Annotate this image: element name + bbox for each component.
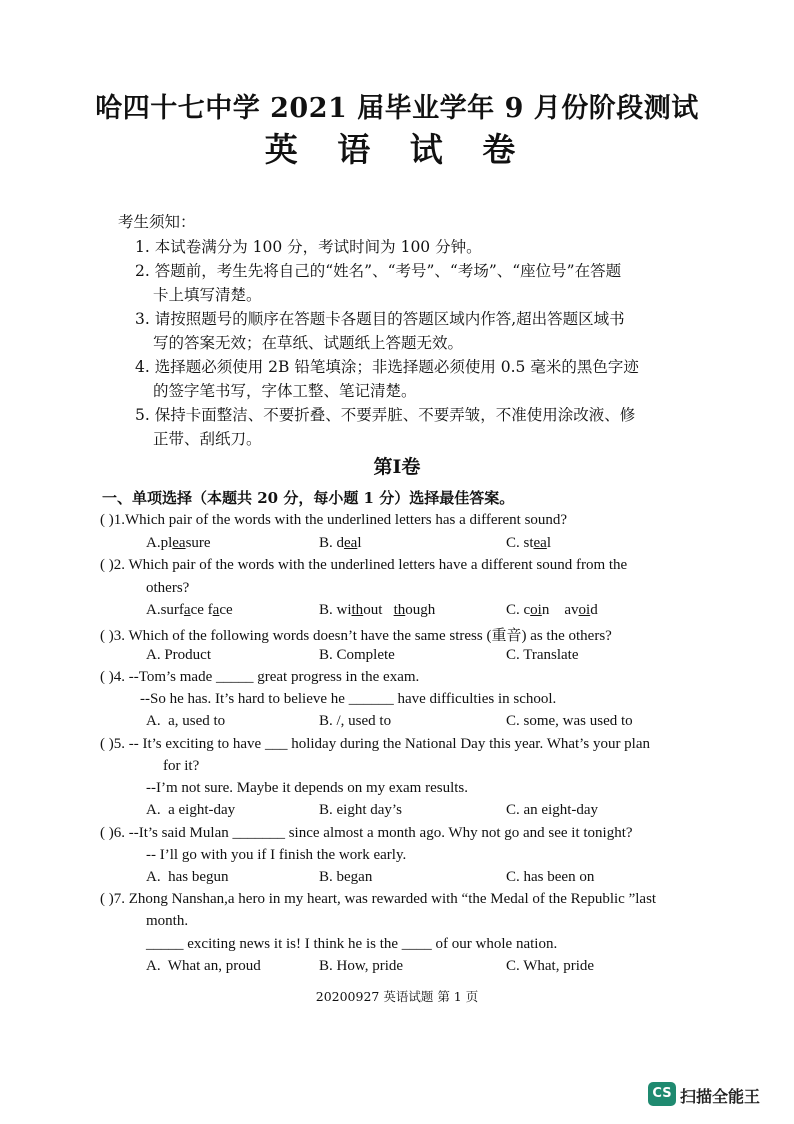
page-footer: 20200927 英语试题 第 1 页 bbox=[315, 989, 479, 1004]
question-stem: ( )2. Which pair of the words with the underlined letters have a different sound from the bbox=[100, 557, 628, 573]
option-c: C. What, pride bbox=[506, 958, 595, 974]
option-a: A. Product bbox=[146, 647, 211, 663]
option-b: B. Complete bbox=[319, 647, 395, 663]
option-c: C. Translate bbox=[506, 647, 579, 663]
notice-line: 写的答案无效；在草纸、试题纸上答题无效。 bbox=[153, 334, 464, 352]
option-b: B. began bbox=[319, 869, 373, 885]
camscanner-logo-icon: CS bbox=[648, 1082, 676, 1106]
notice-line: 卡上填写清楚。 bbox=[153, 286, 262, 304]
option-b: B. deal bbox=[319, 535, 362, 551]
option-c: C. an eight-day bbox=[506, 802, 599, 818]
option-a: A. What an, proud bbox=[146, 958, 261, 974]
question-stem-cont: --I’m not sure. Maybe it depends on my exam results. bbox=[146, 780, 469, 796]
notice-line: 正带、刮纸刀。 bbox=[153, 430, 262, 448]
notice-line: 4. 选择题必须使用 2B 铅笔填涂；非选择题必须使用 0.5 毫米的黑色字迹 bbox=[135, 358, 639, 376]
notice-line: 5. 保持卡面整洁、不要折叠、不要弄脏、不要弄皱，不准使用涂改液、修 bbox=[135, 406, 636, 424]
option-b: B. /, used to bbox=[319, 713, 392, 729]
question-stem-cont: for it? bbox=[163, 758, 200, 774]
question-stem: ( )3. Which of the following words doesn’t have the same stress (重音) as the others? bbox=[100, 628, 612, 644]
question-stem-cont: -- I’ll go with you if I finish the work early. bbox=[146, 847, 407, 863]
notice-line: 1. 本试卷满分为 100 分，考试时间为 100 分钟。 bbox=[135, 238, 482, 256]
notice-line: 3. 请按照题号的顺序在答题卡各题目的答题区域内作答,超出答题区域书 bbox=[135, 310, 625, 328]
section-title: 第Ⅰ卷 bbox=[373, 456, 421, 478]
option-a: A.pleasure bbox=[146, 535, 211, 551]
option-c: C. coin avoid bbox=[506, 602, 598, 618]
part-heading: 一、单项选择（本题共 20 分，每小题 1 分）选择最佳答案。 bbox=[102, 489, 515, 507]
option-a: A.surface face bbox=[146, 602, 233, 618]
option-a: A. a eight-day bbox=[146, 802, 236, 818]
question-stem: ( )6. --It’s said Mulan _______ since almost a month ago. Why not go and see it tonight? bbox=[100, 825, 633, 841]
option-c: C. has been on bbox=[506, 869, 595, 885]
option-b: B. without though bbox=[319, 602, 436, 618]
exam-title: 哈四十七中学 2021 届毕业学年 9 月份阶段测试 bbox=[95, 93, 699, 124]
camscanner-watermark-text: 扫描全能王 bbox=[680, 1087, 761, 1106]
option-b: B. eight day’s bbox=[319, 802, 402, 818]
notice-line: 2. 答题前，考生先将自己的“姓名”、“考号”、“考场”、“座位号”在答题 bbox=[135, 262, 622, 280]
question-stem-cont: month. bbox=[146, 913, 189, 929]
option-a: A. has begun bbox=[146, 869, 229, 885]
question-stem-cont: --So he has. It’s hard to believe he ______ have difficulties in school. bbox=[140, 691, 557, 707]
notice-heading: 考生须知： bbox=[118, 213, 196, 231]
exam-subtitle: 英 语 试 卷 bbox=[264, 130, 530, 169]
question-stem: ( )5. -- It’s exciting to have ___ holiday during the National Day this year. What’s your plan bbox=[100, 736, 651, 752]
option-b: B. How, pride bbox=[319, 958, 404, 974]
question-stem-cont: _____ exciting news it is! I think he is the ____ of our whole nation. bbox=[146, 936, 558, 952]
question-stem-cont: others? bbox=[146, 580, 190, 596]
question-stem: ( )7. Zhong Nanshan,a hero in my heart, was rewarded with “the Medal of the Republic ”last bbox=[100, 891, 657, 907]
option-c: C. some, was used to bbox=[506, 713, 633, 729]
question-stem: ( )4. --Tom’s made _____ great progress in the exam. bbox=[100, 669, 420, 685]
option-a: A. a, used to bbox=[146, 713, 226, 729]
option-c: C. steal bbox=[506, 535, 552, 551]
question-stem: ( )1.Which pair of the words with the underlined letters has a different sound? bbox=[100, 512, 568, 528]
notice-line: 的签字笔书写，字体工整、笔记清楚。 bbox=[153, 382, 417, 400]
